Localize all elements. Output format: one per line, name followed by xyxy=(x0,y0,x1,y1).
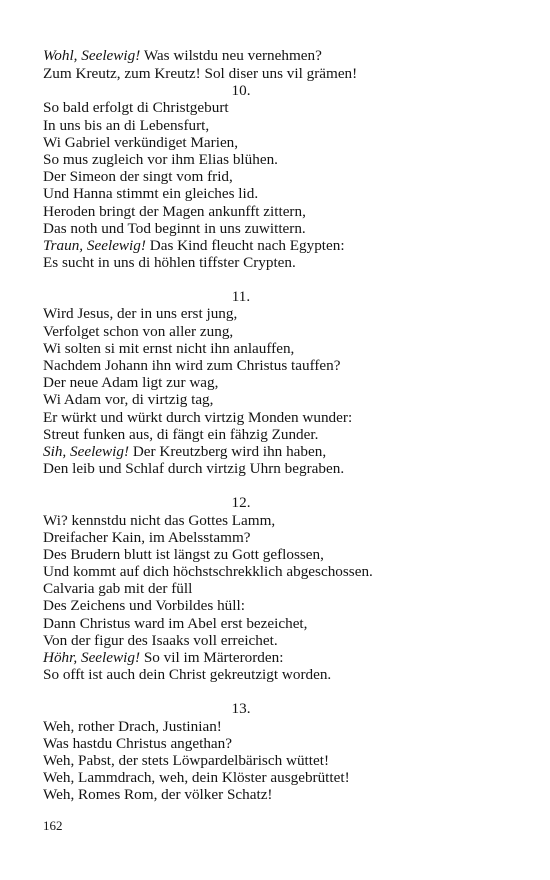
verse-line: Von der figur des Isaaks voll erreichet. xyxy=(43,631,278,649)
verse-line: Das noth und Tod beginnt in uns zuwittern. xyxy=(43,219,306,237)
verse-line: Des Brudern blutt ist längst zu Gott geflossen, xyxy=(43,545,324,563)
verse-line: Heroden bringt der Magen ankunfft zittern, xyxy=(43,202,306,220)
verse-line: Er würkt und würkt durch virtzig Monden wunder: xyxy=(43,408,353,426)
verse-line: Und kommt auf dich höchstschrekklich abgeschossen. xyxy=(43,563,373,581)
verse-line: So bald erfolgt di Christgeburt xyxy=(43,99,229,117)
verse-line: Dreifacher Kain, im Abelsstamm? xyxy=(43,528,251,546)
verse-line: Höhr, Seelewig! So vil im Märterorden: xyxy=(43,649,284,666)
verse-line: Was hastdu Christus angethan? xyxy=(43,734,233,752)
stanza xyxy=(43,288,483,477)
verse-line: Und Hanna stimmt ein gleiches lid. xyxy=(43,185,259,203)
verse-line: Der Simeon der singt vom frid, xyxy=(43,168,233,186)
verse-line: Wi Adam vor, di virtzig tag, xyxy=(43,391,214,409)
stanza-number: 13. xyxy=(231,700,251,718)
verse-line: Dann Christus ward im Abel erst bezeichet, xyxy=(43,614,308,632)
opening-lines xyxy=(43,47,483,82)
verse-line: Sih, Seelewig! Der Kreutzberg wird ihn haben, xyxy=(43,442,327,460)
verse-line: So offt ist auch dein Christ gekreutzigt worden. xyxy=(43,666,332,684)
stanza xyxy=(43,700,483,803)
verse-line: Wohl, Seelewig! Was wilstdu neu vernehmen? xyxy=(43,47,322,64)
verse-line: In uns bis an di Lebensfurt, xyxy=(43,116,210,134)
verse-line: Traun, Seelewig! Das Kind fleucht nach Egypten: xyxy=(43,236,345,254)
verse-line: Der neue Adam ligt zur wag, xyxy=(43,374,219,392)
verse-line: Weh, Lammdrach, weh, dein Klöster ausgebrüttet! xyxy=(43,769,350,787)
verse-line: So mus zugleich vor ihm Elias blühen. xyxy=(43,150,278,168)
stanza-number: 11. xyxy=(231,288,251,306)
verse-line: Verfolget schon von aller zung, xyxy=(43,322,234,340)
verse-line: Weh, rother Drach, Justinian! xyxy=(43,717,222,735)
verse-line: Den leib und Schlaf durch virtzig Uhrn begraben. xyxy=(43,460,345,478)
stanzas xyxy=(43,82,483,803)
verse-line: Wi Gabriel verkündiget Marien, xyxy=(43,133,239,151)
verse-line: Weh, Pabst, der stets Löwpardelbärisch wüttet! xyxy=(43,751,329,769)
verse-line: Wi solten si mit ernst nicht ihn anlauffen, xyxy=(43,339,295,357)
verse-line: Es sucht in uns di höhlen tiffster Crypten. xyxy=(43,254,296,272)
verse-line: Wi? kennstdu nicht das Gottes Lamm, xyxy=(43,511,276,529)
poem-text xyxy=(43,47,483,804)
verse-line: Streut funken aus, di fängt ein fähzig Zunder. xyxy=(43,425,319,443)
verse-line: Des Zeichens und Vorbildes hüll: xyxy=(43,597,245,615)
page-number: 162 xyxy=(43,818,63,833)
verse-line: Weh, Romes Rom, der völker Schatz! xyxy=(43,786,273,804)
verse-line: Nachdem Johann ihn wird zum Christus tauffen? xyxy=(43,357,341,374)
verse-line: Zum Kreutz, zum Kreutz! Sol diser uns vil grämen! xyxy=(43,64,358,82)
stanza-number: 10. xyxy=(231,82,251,100)
stanza xyxy=(43,82,483,271)
stanza-number: 12. xyxy=(231,494,251,512)
verse-line: Calvaria gab mit der füll xyxy=(43,580,193,598)
stanza xyxy=(43,494,483,683)
verse-line: Wird Jesus, der in uns erst jung, xyxy=(43,305,238,323)
